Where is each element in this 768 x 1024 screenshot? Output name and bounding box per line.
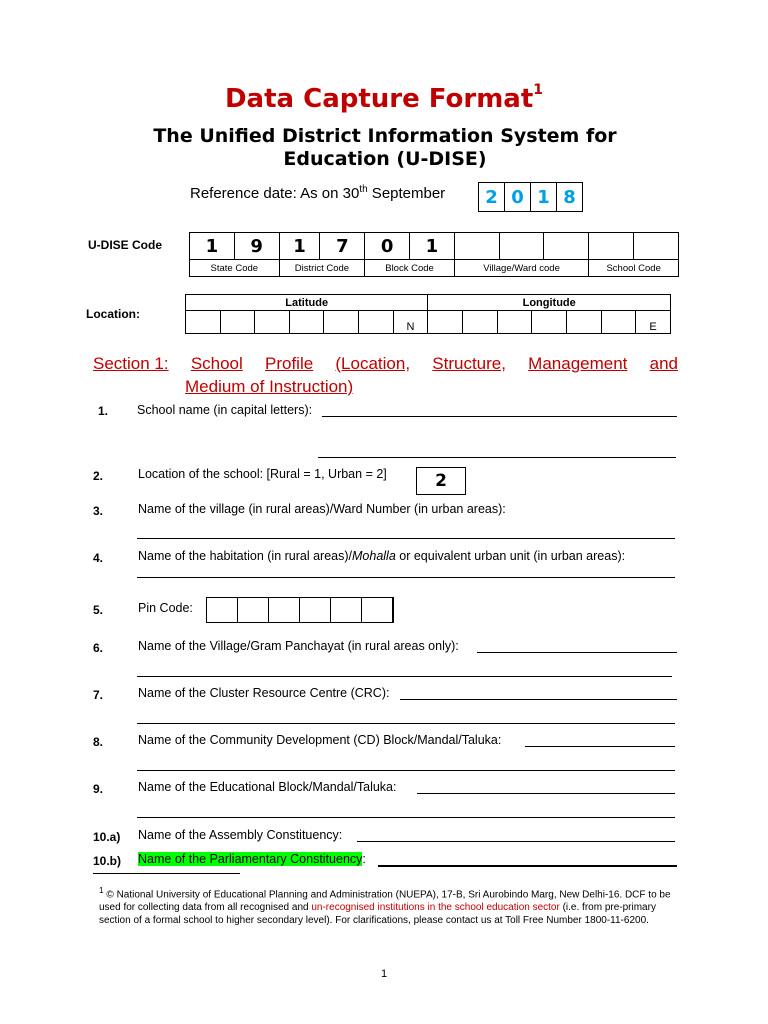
- udise-digit-box[interactable]: [499, 233, 544, 260]
- highlighted-question-text: Name of the Parliamentary Constituency: [138, 852, 363, 866]
- footnote: [99, 884, 679, 927]
- document-title: [0, 84, 768, 114]
- question-text: Name of the Community Development (CD) Block/Mandal/Taluka:: [138, 733, 502, 747]
- answer-line[interactable]: [400, 699, 677, 700]
- question-text-part: or equivalent urban unit (in urban areas):: [395, 549, 626, 563]
- longitude-box[interactable]: [601, 311, 636, 334]
- footnote-text: © National University of Educational Planning and Administration (NUEPA), 17-B, Sri Aurobindo Marg, New Delhi-16. DCF to be used for collecting data from all recognised and: [99, 889, 671, 914]
- pin-digit-box[interactable]: [362, 598, 392, 622]
- section-heading-word: Section 1:: [93, 354, 169, 373]
- latitude-box[interactable]: [359, 311, 394, 334]
- footnote-separator: [93, 873, 240, 874]
- udise-digit-box[interactable]: 9: [234, 233, 279, 260]
- school-name-line-2[interactable]: [318, 457, 676, 458]
- section-heading-word: Structure,: [432, 354, 506, 373]
- reference-date-suffix: September: [367, 185, 446, 202]
- udise-segment-label: District Code: [279, 260, 365, 277]
- latitude-suffix: N: [393, 311, 428, 334]
- longitude-box[interactable]: [428, 311, 463, 334]
- latitude-box[interactable]: [289, 311, 324, 334]
- pin-code-boxes[interactable]: [206, 597, 394, 623]
- longitude-header: Longitude: [428, 295, 671, 311]
- reference-year-boxes[interactable]: [478, 182, 583, 212]
- question-number: 10.a): [93, 830, 121, 844]
- udise-digit-box[interactable]: [634, 233, 679, 260]
- answer-line[interactable]: [417, 793, 675, 794]
- title-text: Data Capture Format: [224, 84, 534, 114]
- question-text-part: :: [362, 852, 366, 866]
- footnote-highlight-text: un-recognised institutions in the school education sector: [311, 902, 560, 914]
- udise-segment-label: State Code: [190, 260, 280, 277]
- year-digit[interactable]: 1: [531, 183, 557, 211]
- school-location-value-box[interactable]: 2: [416, 467, 466, 495]
- document-subtitle: The Unified District Information System for Education (U-DISE): [153, 125, 617, 170]
- question-text: Pin Code:: [138, 601, 193, 615]
- location-label: Location:: [86, 307, 140, 321]
- page-number: 1: [380, 968, 388, 980]
- question-number: 8.: [93, 735, 104, 749]
- location-grid: [185, 294, 671, 334]
- footnote-mark: 1: [99, 885, 104, 895]
- pin-digit-box[interactable]: [207, 598, 238, 622]
- question-text-italic: Mohalla: [352, 549, 396, 563]
- udise-code-grid: [189, 232, 679, 277]
- section-heading-line2: Medium of Instruction): [185, 377, 354, 396]
- question-text: School name (in capital letters):: [137, 403, 313, 417]
- pin-digit-box[interactable]: [331, 598, 362, 622]
- section-heading-word: School: [190, 354, 243, 373]
- longitude-box[interactable]: [497, 311, 532, 334]
- question-text: Name of the Assembly Constituency:: [138, 828, 343, 842]
- latitude-box[interactable]: [220, 311, 255, 334]
- udise-digit-box[interactable]: 1: [190, 233, 235, 260]
- question-number: 5.: [93, 603, 104, 617]
- reference-date-prefix: Reference date: As on 30: [190, 185, 360, 202]
- pin-digit-box[interactable]: [269, 598, 300, 622]
- answer-line[interactable]: [477, 652, 677, 653]
- udise-segment-label: Village/Ward code: [454, 260, 588, 277]
- answer-line[interactable]: [525, 746, 675, 747]
- reference-date-sup: th: [359, 184, 368, 195]
- section-heading-word: (Location,: [335, 354, 411, 373]
- latitude-box[interactable]: [186, 311, 221, 334]
- section-1-heading: [93, 352, 678, 398]
- latitude-box[interactable]: [255, 311, 290, 334]
- year-digit[interactable]: 8: [563, 186, 576, 208]
- udise-digit-box[interactable]: [544, 233, 589, 260]
- udise-digit-box[interactable]: [589, 233, 634, 260]
- footnote-text: (i.e. from pre-primary section of a formal school to higher secondary level). For clarifications, please contact us at Toll Free Number 1800-11-6200.: [99, 902, 656, 927]
- udise-digit-box[interactable]: [454, 233, 499, 260]
- question-number: 2.: [93, 469, 104, 483]
- longitude-box[interactable]: [463, 311, 498, 334]
- question-text: Location of the school: [Rural = 1, Urban = 2]: [138, 467, 387, 481]
- pin-digit-box[interactable]: [238, 598, 269, 622]
- section-heading-word: Profile: [265, 354, 314, 373]
- question-number: 1.: [98, 404, 109, 418]
- year-digit[interactable]: 0: [505, 183, 531, 211]
- udise-code-label: U-DISE Code: [88, 238, 163, 252]
- question-text: [138, 852, 366, 866]
- answer-line[interactable]: [137, 577, 675, 578]
- udise-segment-label: School Code: [589, 260, 679, 277]
- pin-digit-box[interactable]: [300, 598, 331, 622]
- year-digit[interactable]: 2: [479, 183, 505, 211]
- udise-segment-label: Block Code: [365, 260, 455, 277]
- question-number: 10.b): [93, 854, 122, 868]
- udise-digit-box[interactable]: 1: [279, 233, 320, 260]
- question-text: Name of the Village/Gram Panchayat (in rural areas only):: [138, 639, 459, 653]
- longitude-box[interactable]: [532, 311, 567, 334]
- latitude-header: Latitude: [186, 295, 428, 311]
- question-text: Name of the Cluster Resource Centre (CRC):: [138, 686, 390, 700]
- question-number: 7.: [93, 688, 104, 702]
- question-text: Name of the Educational Block/Mandal/Taluka:: [138, 780, 397, 794]
- section-heading-word: Management: [528, 354, 628, 373]
- latitude-box[interactable]: [324, 311, 359, 334]
- section-heading-word: and: [649, 354, 678, 373]
- question-number: 9.: [93, 782, 104, 796]
- longitude-suffix: E: [636, 311, 671, 334]
- answer-line[interactable]: [137, 770, 675, 771]
- answer-line[interactable]: [357, 841, 675, 842]
- udise-digit-box[interactable]: 0: [365, 233, 410, 260]
- question-text: Name of the village (in rural areas)/Ward Number (in urban areas):: [138, 502, 506, 516]
- question-number: 3.: [93, 504, 104, 518]
- reference-date: [190, 184, 445, 202]
- udise-digit-box[interactable]: 1: [410, 233, 455, 260]
- question-number: 4.: [93, 551, 104, 565]
- title-footnote-mark: 1: [533, 82, 544, 98]
- udise-digit-box[interactable]: 7: [320, 233, 365, 260]
- question-text: [138, 549, 625, 563]
- longitude-box[interactable]: [566, 311, 601, 334]
- school-name-line-1[interactable]: [322, 416, 677, 417]
- answer-line[interactable]: [137, 723, 675, 724]
- question-number: 6.: [93, 641, 104, 655]
- answer-line[interactable]: [137, 817, 675, 818]
- answer-line[interactable]: [137, 538, 675, 539]
- answer-line[interactable]: [378, 865, 677, 867]
- answer-line[interactable]: [137, 676, 672, 677]
- question-text-part: Name of the habitation (in rural areas)/: [138, 549, 352, 563]
